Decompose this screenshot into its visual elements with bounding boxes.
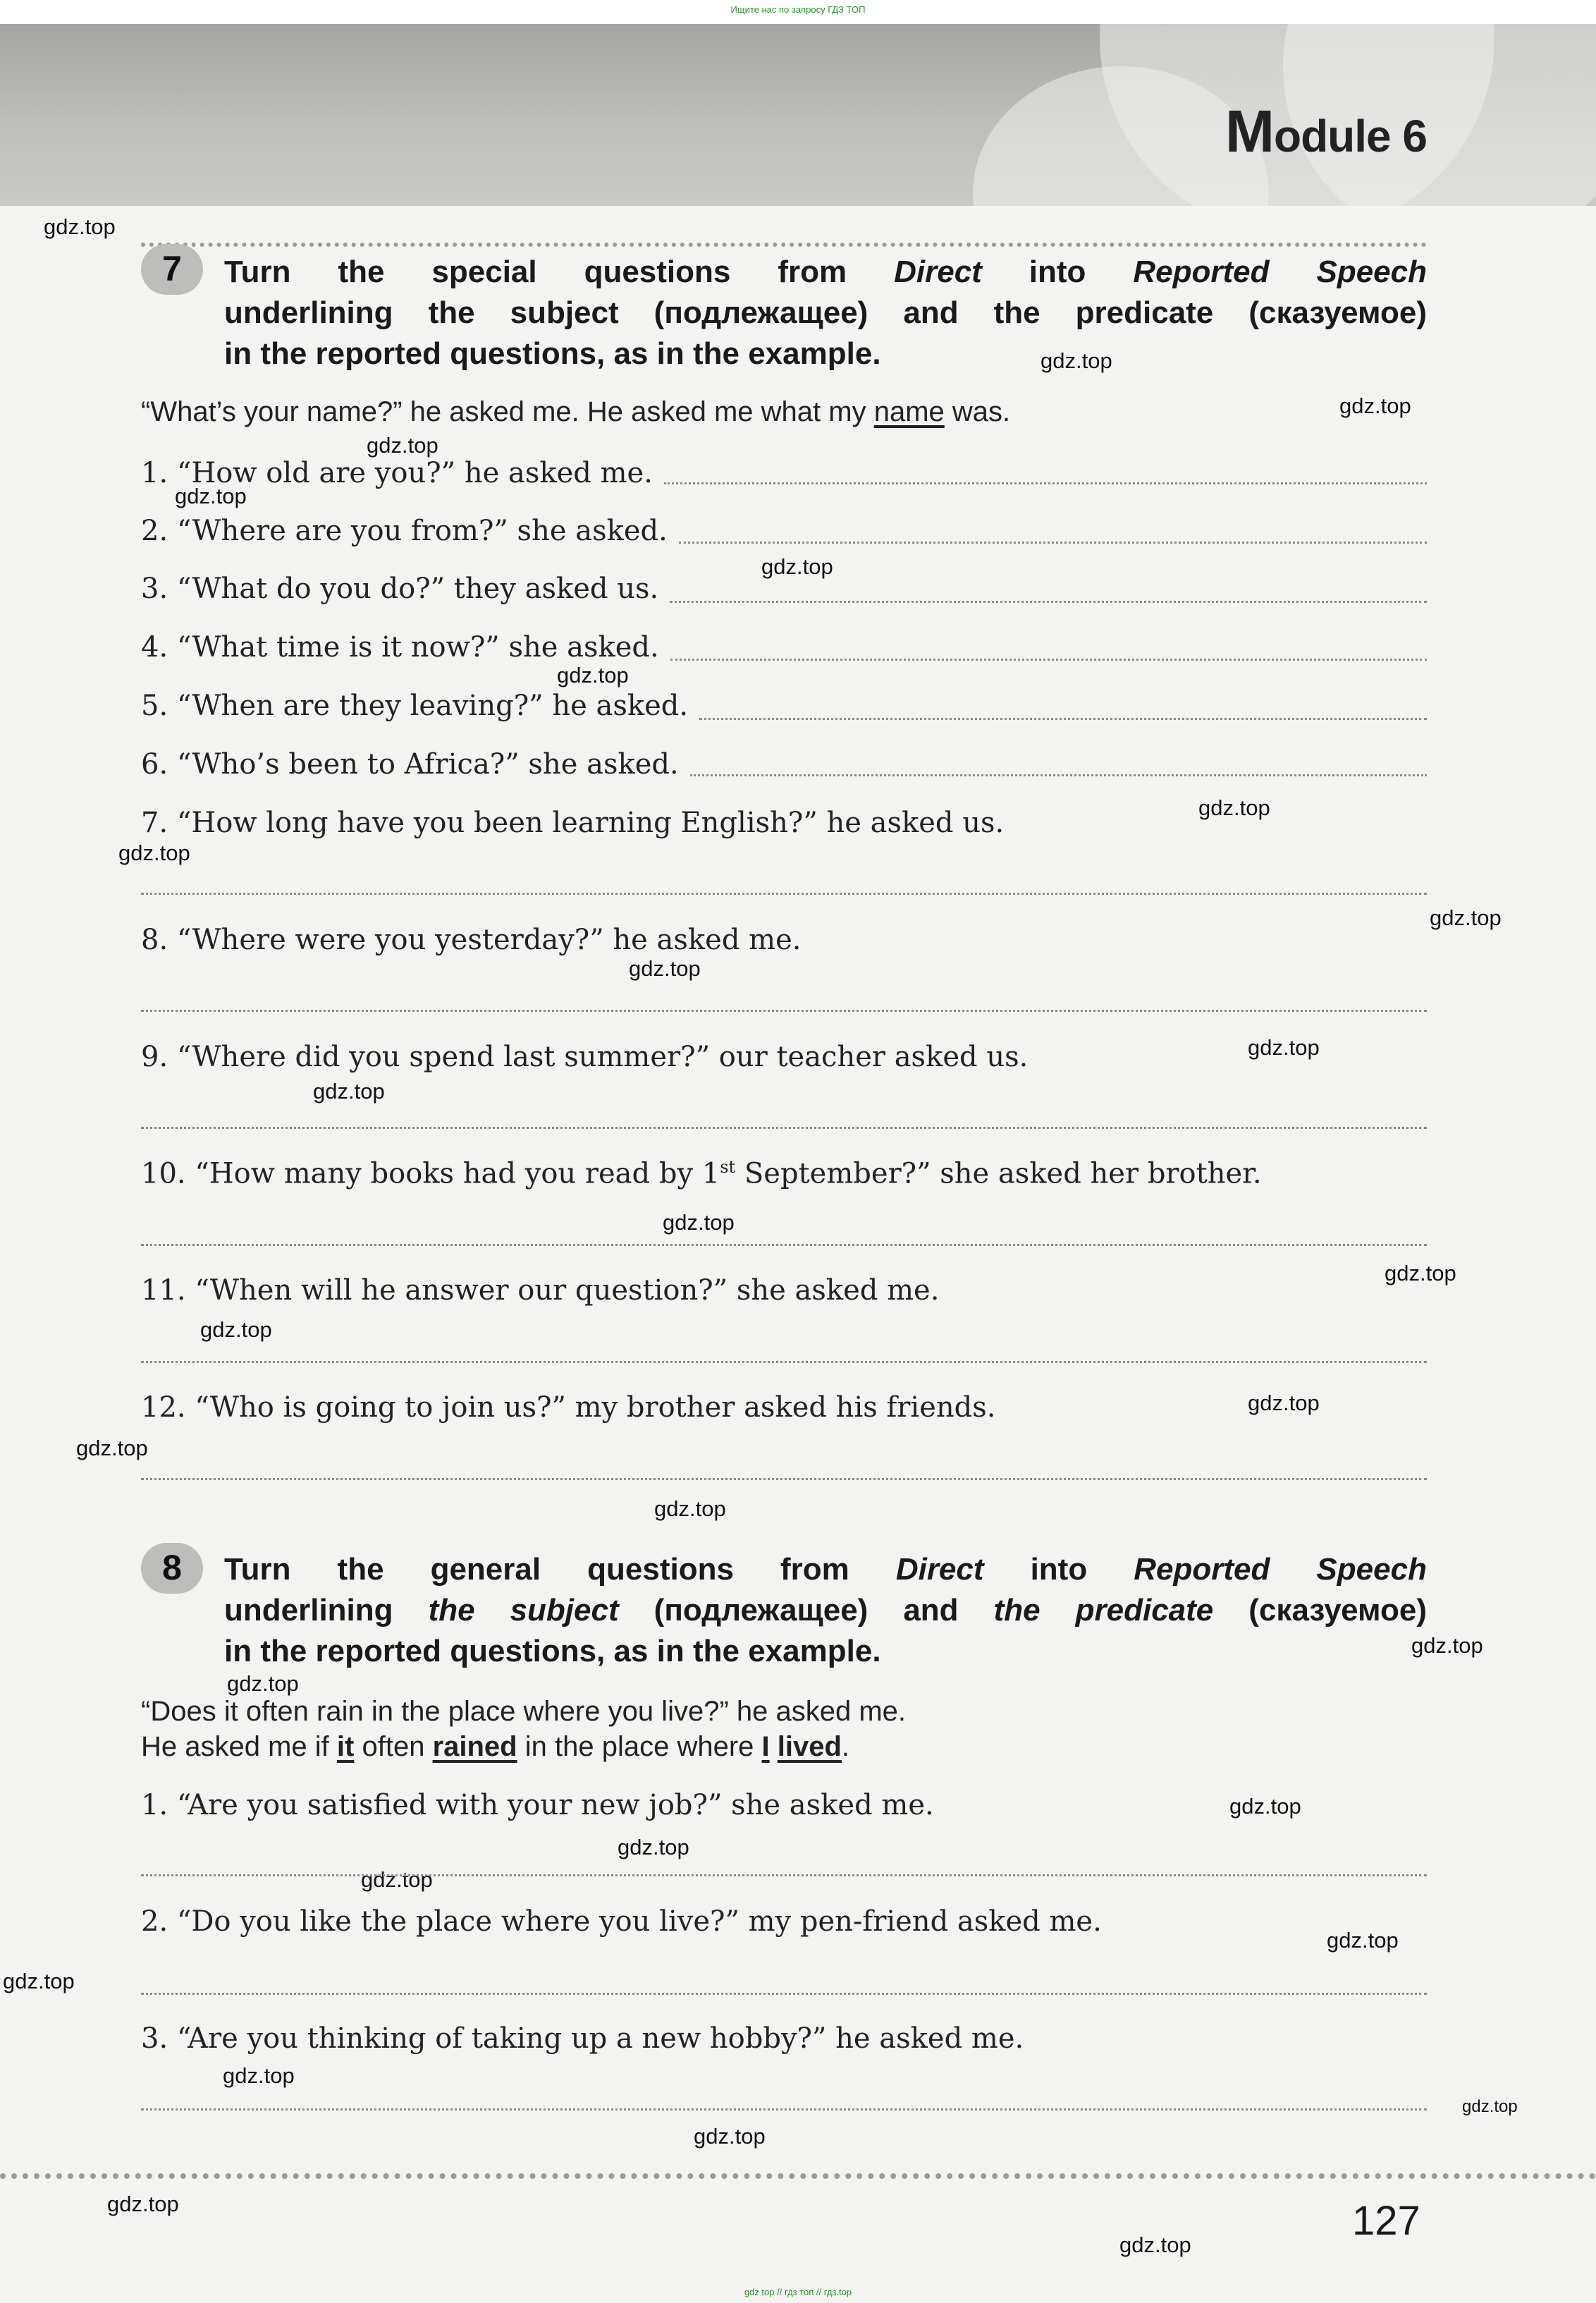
watermark: gdz.top xyxy=(3,1969,75,1993)
answer-line[interactable] xyxy=(699,718,1427,720)
watermark: gdz.top xyxy=(1327,1928,1399,1953)
task8-instruction: Turn the general questions from Direct into Reported Speech underlining the subject (подлежащее) and the predicate (сказуемое) in the reported questions, as in the example. xyxy=(224,1552,1427,1668)
watermark: gdz.top xyxy=(223,2063,295,2088)
watermark: gdz.top xyxy=(1411,1633,1483,1658)
watermark: gdz.top xyxy=(118,841,190,865)
watermark: gdz.top xyxy=(1248,1035,1320,1060)
watermark: gdz.top xyxy=(107,2192,179,2216)
watermark: gdz.top xyxy=(175,484,247,508)
answer-line[interactable] xyxy=(141,893,1427,895)
question-item: 3. “Are you thinking of taking up a new hobby?” he asked me. xyxy=(141,2022,1024,2055)
watermark: gdz.top xyxy=(694,2124,766,2149)
watermark: gdz.top xyxy=(557,663,629,688)
module-title: Module 6 xyxy=(1224,98,1427,164)
watermark: gdz.top xyxy=(313,1079,385,1104)
watermark: gdz.top xyxy=(618,1835,689,1859)
question-item: 12. “Who is going to join us?” my brother asked his friends. xyxy=(141,1391,996,1424)
question-item: 6. “Who’s been to Africa?” she asked. xyxy=(141,748,679,781)
answer-line[interactable] xyxy=(141,1010,1427,1012)
question-item: 8. “Where were you yesterday?” he asked me. xyxy=(141,924,802,956)
page-number: 127 xyxy=(1352,2198,1420,2244)
watermark: gdz.top xyxy=(1385,1261,1456,1285)
watermark: gdz.top xyxy=(1198,795,1270,820)
answer-line[interactable] xyxy=(670,659,1427,661)
watermark: gdz.top xyxy=(361,1867,433,1892)
question-item: 9. “Where did you spend last summer?” our teacher asked us. xyxy=(141,1041,1029,1073)
task-number-8: 8 xyxy=(141,1543,203,1594)
watermark: gdz.top xyxy=(1229,1794,1301,1819)
watermark: gdz.top xyxy=(1119,2232,1191,2257)
question-item: 1. “Are you satisfied with your new job?” she asked me. xyxy=(141,1789,934,1821)
question-item: 7. “How long have you been learning English?” he asked us. xyxy=(141,807,1005,839)
answer-line[interactable] xyxy=(141,2108,1427,2110)
watermark: gdz.top xyxy=(367,433,438,458)
watermark: gdz.top xyxy=(663,1210,735,1235)
task8-example-question: “Does it often rain in the place where you live?” he asked me. xyxy=(141,1696,907,1727)
question-item: 3. “What do you do?” they asked us. xyxy=(141,573,659,605)
watermark: gdz.top xyxy=(761,554,833,579)
answer-line[interactable] xyxy=(690,774,1427,776)
answer-line[interactable] xyxy=(141,1993,1427,1995)
watermark: gdz.top xyxy=(654,1496,726,1521)
watermark: gdz.top xyxy=(44,214,116,239)
answer-line[interactable] xyxy=(141,1127,1427,1129)
watermark: gdz.top xyxy=(1462,2097,1518,2116)
answer-line[interactable] xyxy=(670,601,1427,603)
question-item: 4. “What time is it now?” she asked. xyxy=(141,631,659,664)
watermark: gdz.top xyxy=(200,1317,272,1342)
task7-instruction: Turn the special questions from Direct into Reported Speech underlining the subject (подлежащее) and the predicate (сказуемое) in the reported questions, as in the example. xyxy=(224,255,1427,371)
answer-line[interactable] xyxy=(141,1361,1427,1363)
question-item: 1. “How old are you?” he asked me. xyxy=(141,457,653,489)
watermark: gdz.top xyxy=(629,956,701,981)
watermark: gdz.top xyxy=(1248,1391,1320,1415)
bottom-note[interactable]: gdz top // гдз топ // гдз.top xyxy=(744,2287,852,2297)
question-item: 2. “Where are you from?” she asked. xyxy=(141,515,668,547)
answer-line[interactable] xyxy=(679,542,1427,544)
task8-example-answer: He asked me if it often rained in the place where I lived. xyxy=(141,1731,850,1762)
task-number-7: 7 xyxy=(141,244,203,295)
watermark: gdz.top xyxy=(1430,905,1502,930)
answer-line[interactable] xyxy=(141,1874,1427,1876)
question-item: 2. “Do you like the place where you live?” my pen-friend asked me. xyxy=(141,1905,1102,1938)
section-divider xyxy=(141,243,1427,247)
answer-line[interactable] xyxy=(664,482,1427,484)
top-banner xyxy=(0,0,1596,24)
task7-example: “What’s your name?” he asked me. He asked me what my name was. xyxy=(141,396,1011,427)
question-item: 5. “When are they leaving?” he asked. xyxy=(141,690,689,722)
answer-line[interactable] xyxy=(141,1478,1427,1480)
top-note[interactable]: Ищите нас по запросу ГДЗ ТОП xyxy=(730,4,866,15)
watermark: gdz.top xyxy=(1041,348,1112,373)
footer-divider xyxy=(0,2173,1596,2179)
watermark: gdz.top xyxy=(1339,393,1411,418)
answer-line[interactable] xyxy=(141,1244,1427,1246)
question-item: 10. “How many books had you read by 1st September?” she asked her brother. xyxy=(141,1157,1262,1190)
watermark: gdz.top xyxy=(76,1436,148,1460)
question-item: 11. “When will he answer our question?” she asked me. xyxy=(141,1274,940,1307)
watermark: gdz.top xyxy=(227,1671,299,1696)
